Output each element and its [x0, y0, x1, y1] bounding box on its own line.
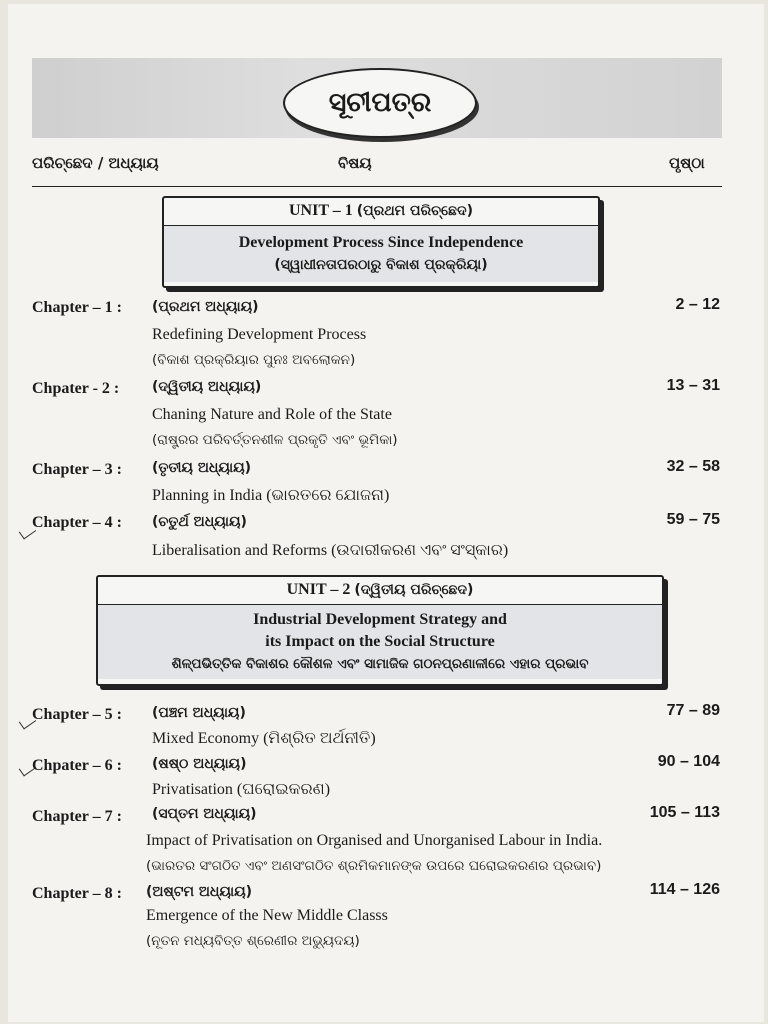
unit-2-label: UNIT – 2 [286, 581, 351, 598]
chapter-3-title: Planning in India (ଭାରତରେ ଯୋଜନା) [152, 487, 390, 504]
column-heading-page: ପୃଷ୍ଠା [669, 154, 705, 172]
chapter-2-title: Chaning Nature and Role of the State [152, 406, 392, 423]
chapter-5-odia: (ପଞ୍ଚମ ଅଧ୍ୟାୟ) [152, 705, 246, 721]
chapter-7-title: Impact of Privatisation on Organised and Unorganised Labour in India. [146, 832, 603, 849]
unit-2-title-line-2: its Impact on the Social Structure [265, 633, 495, 650]
chapter-8-odia: (ଅଷ୍ଟମ ଅଧ୍ୟାୟ) [146, 884, 253, 900]
chapter-6-label: Chpater – 6 : [32, 757, 122, 774]
chapter-7-odia: (ସପ୍ତମ ଅଧ୍ୟାୟ) [152, 806, 257, 822]
unit-1-body [164, 226, 598, 282]
column-heading-chapter: ପରିଚ୍ଛେଦ / ଅଧ୍ୟାୟ [32, 154, 159, 172]
chapter-4-label: Chapter – 4 : [32, 514, 122, 531]
chapter-7-pages: 105 – 113 [649, 804, 720, 821]
chapter-3-label: Chapter – 3 : [32, 461, 122, 478]
chapter-8-title: Emergence of the New Middle Classs [146, 907, 388, 924]
chapter-2-label: Chpater - 2 : [32, 380, 120, 397]
chapter-4-title: Liberalisation and Reforms (ଉଦାରୀକରଣ ଏବଂ ସଂସ୍କାର) [152, 542, 509, 559]
chapter-1-pages: 2 – 12 [675, 296, 720, 313]
unit-1-title: Development Process Since Independence [238, 234, 524, 251]
chapter-5-label: Chapter – 5 : [32, 706, 122, 723]
chapter-5-pages: 77 – 89 [666, 702, 720, 719]
chapter-8-pages: 114 – 126 [649, 881, 720, 898]
chapter-7-subtitle: (ଭାରତର ସଂଗଠିତ ଏବଂ ଅଣସଂଗଠିତ ଶ୍ରମିକମାନଙ୍କ ଉପରେ ଘରୋଇକରଣର ପ୍ରଭାବ) [146, 858, 602, 874]
unit-2-label-odia: (ଦ୍ୱିତୀୟ ପରିଚ୍ଛେଦ) [354, 582, 474, 598]
header-divider [32, 186, 722, 187]
unit-2-title-odia: ଶିଳ୍ପଭିତ୍ତିକ ବିକାଶର କୌଶଳ ଏବଂ ସାମାଜିକ ଗଠନପ୍ରଣାଳୀରେ ଏହାର ପ୍ରଭାବ [171, 656, 589, 672]
chapter-7-label: Chapter – 7 : [32, 808, 122, 825]
page-title: ସୂଚୀପତ୍ର [283, 68, 477, 138]
chapter-1-odia: (ପ୍ରଥମ ଅଧ୍ୟାୟ) [152, 299, 259, 315]
unit-2-body [98, 605, 662, 679]
chapter-4-odia: (ଚତୁର୍ଥ ଅଧ୍ୟାୟ) [152, 514, 247, 530]
chapter-6-pages: 90 – 104 [657, 753, 720, 770]
unit-2-heading [98, 577, 662, 605]
chapter-1-label: Chapter – 1 : [32, 299, 122, 316]
unit-1-label-odia: (ପ୍ରଥମ ପରିଚ୍ଛେଦ) [356, 203, 473, 219]
chapter-1-title: Redefining Development Process [152, 326, 367, 343]
unit-1-box [162, 196, 600, 288]
chapter-4-pages: 59 – 75 [666, 511, 720, 528]
column-heading-subject: ବିଷୟ [338, 154, 372, 172]
chapter-2-subtitle: (ରାଷ୍ଟ୍ରର ପରିବର୍ତ୍ତନଶୀଳ ପ୍ରକୃତି ଏବଂ ଭୂମିକା) [152, 432, 398, 448]
unit-2-box [96, 575, 664, 686]
chapter-2-odia: (ଦ୍ୱିତୀୟ ଅଧ୍ୟାୟ) [152, 379, 262, 395]
chapter-1-subtitle: (ବିକାଶ ପ୍ରକ୍ରିୟାର ପୁନଃ ଅବଲୋକନ) [152, 352, 356, 368]
chapter-8-subtitle: (ନୂତନ ମଧ୍ୟବିତ୍ତ ଶ୍ରେଣୀର ଅଭ୍ୟୁଦୟ) [146, 933, 360, 949]
chapter-3-pages: 32 – 58 [666, 458, 720, 475]
chapter-8-label: Chapter – 8 : [32, 885, 122, 902]
unit-1-label: UNIT – 1 [289, 202, 353, 219]
chapter-6-odia: (ଷଷ୍ଠ ଅଧ୍ୟାୟ) [152, 756, 247, 772]
chapter-5-title: Mixed Economy (ମିଶ୍ରିତ ଅର୍ଥନୀତି) [152, 730, 376, 747]
unit-1-heading [164, 198, 598, 226]
chapter-6-title: Privatisation (ଘରୋଇକରଣ) [152, 781, 331, 798]
unit-2-title-line-1: Industrial Development Strategy and [253, 611, 507, 628]
chapter-3-odia: (ତୃତୀୟ ଅଧ୍ୟାୟ) [152, 460, 252, 476]
unit-1-title-odia: (ସ୍ୱାଧୀନତାପରଠାରୁ ବିକାଶ ପ୍ରକ୍ରିୟା) [274, 257, 488, 273]
chapter-2-pages: 13 – 31 [666, 377, 720, 394]
